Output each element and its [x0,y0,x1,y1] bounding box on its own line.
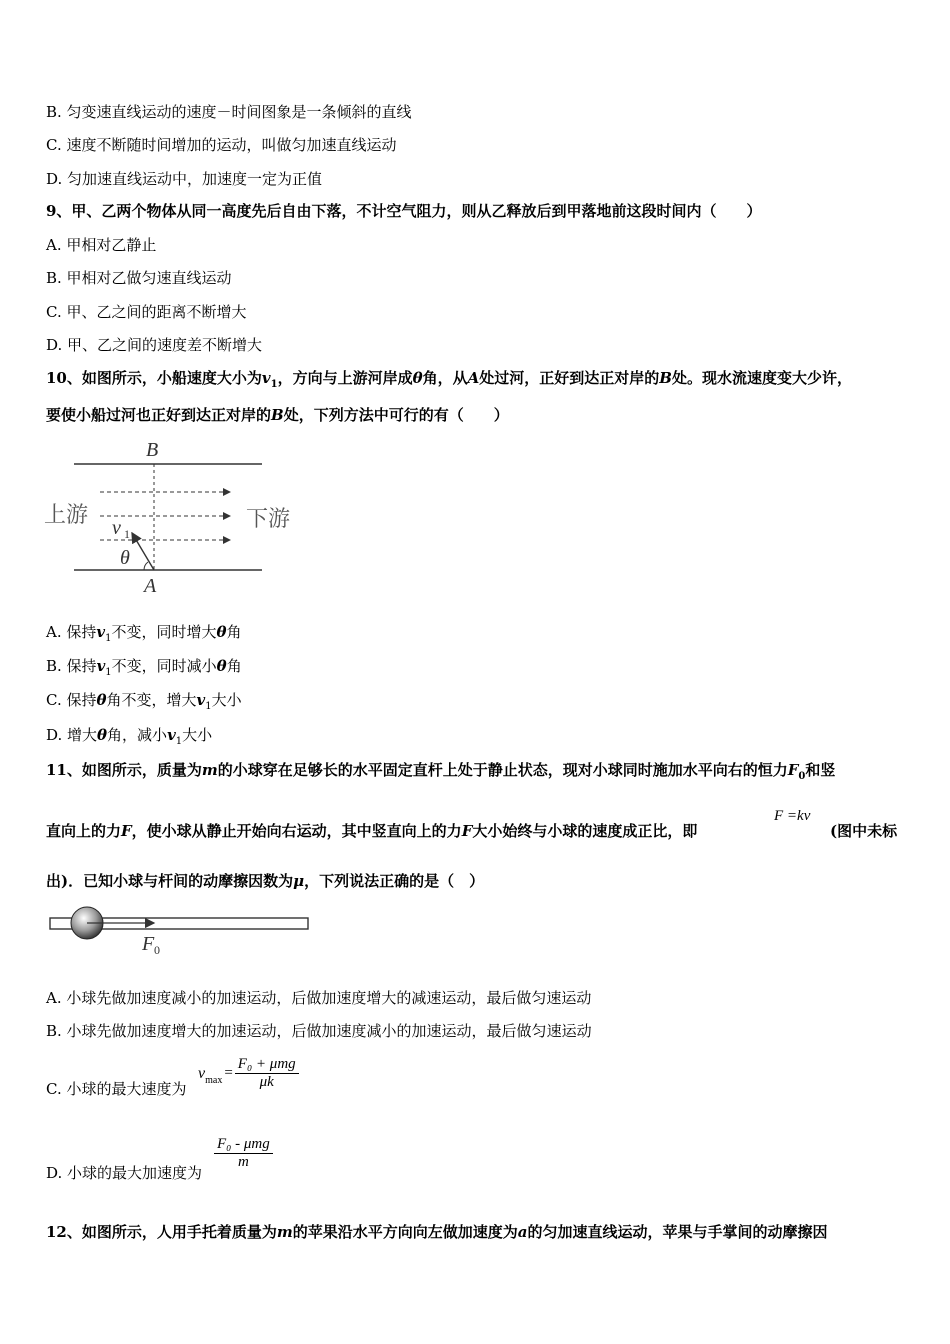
q10-stem-line1: 10、如图所示，小船速度大小为$v_1$，方向与上游河岸成θ角，从A处过河，正好到达正对岸的B处。现水流速度变大少许， [46,369,852,390]
q10-option-d: D. 增大θ角，减小$v_1$大小 [46,726,213,747]
label-A: A [144,575,157,597]
q11-option-c-formula: v max = $\frac{\text{F₀ + μmg}}{\mu k}$ [198,1056,299,1091]
rod-ball-diagram [46,904,316,960]
label-F0-sub: 0 [154,943,160,957]
q10-option-a: A. 保持$v_1$不变，同时增大θ角 [46,623,242,644]
q11-equation: F =kv [774,808,811,824]
q11-option-c: C. 小球的最大速度为 [46,1080,187,1098]
label-upstream: 上游 [44,502,89,527]
label-v1: v [112,517,121,539]
q11-stem-line2: 直向上的力F，使小球从静止开始向右运动，其中竖直向上的力F大小始终与小球的速度成正比，即 [46,822,698,840]
q9-stem: 9、甲、乙两个物体从同一高度先后自由下落，不计空气阻力，则从乙释放后到甲落地前这段时间内（ ） [46,202,762,220]
river-diagram [40,432,310,602]
theta-arc [144,562,148,570]
label-v1-sub: 1 [124,527,130,541]
q8-option-c: C. 速度不断随时间增加的运动，叫做匀加速直线运动 [46,136,397,154]
q8-option-b: B. 匀变速直线运动的速度－时间图象是一条倾斜的直线 [46,103,412,121]
velocity-arrow [132,533,154,570]
label-theta: θ [120,547,130,569]
q10-stem-line2: 要使小船过河也正好到达正对岸的B处，下列方法中可行的有（ ） [46,406,509,424]
q11-option-b: B. 小球先做加速度增大的加速运动，后做加速度减小的加速运动，最后做匀速运动 [46,1022,592,1040]
q12-stem-line1: 12、如图所示，人用手托着质量为m的苹果沿水平方向向左做加速度为a的匀加速直线运动，苹果与手掌间的动摩擦因 [46,1223,828,1241]
q11-option-a: A. 小球先做加速度减小的加速运动，后做加速度增大的减速运动，最后做匀速运动 [46,989,592,1007]
label-F0: F [142,933,155,955]
label-downstream: 下游 [246,506,291,531]
q11-stem-line2-end: (图中未标 [830,822,898,840]
q9-option-a: A. 甲相对乙静止 [46,236,157,254]
q8-option-d: D. 匀加速直线运动中，加速度一定为正值 [46,170,323,188]
q11-option-d-formula: $\frac{\text{F₀ - μmg}}{m}$ [214,1136,273,1171]
q9-option-d: D. 甲、乙之间的速度差不断增大 [46,336,263,354]
q11-stem-line1: 11、如图所示，质量为m的小球穿在足够长的水平固定直杆上处于静止状态，现对小球同时施加水平向右的恒力$F_0$和竖 [46,761,836,782]
q10-option-b: B. 保持$v_1$不变，同时减小θ角 [46,657,242,678]
q11-option-d: D. 小球的最大加速度为 [46,1164,203,1182]
q10-option-c: C. 保持θ角不变，增大$v_1$大小 [46,691,242,712]
q11-stem-line3: 出)．已知小球与杆间的动摩擦因数为μ，下列说法正确的是（ ） [46,872,485,890]
q9-option-b: B. 甲相对乙做匀速直线运动 [46,269,232,287]
q9-option-c: C. 甲、乙之间的距离不断增大 [46,303,247,321]
label-B: B [146,439,159,461]
